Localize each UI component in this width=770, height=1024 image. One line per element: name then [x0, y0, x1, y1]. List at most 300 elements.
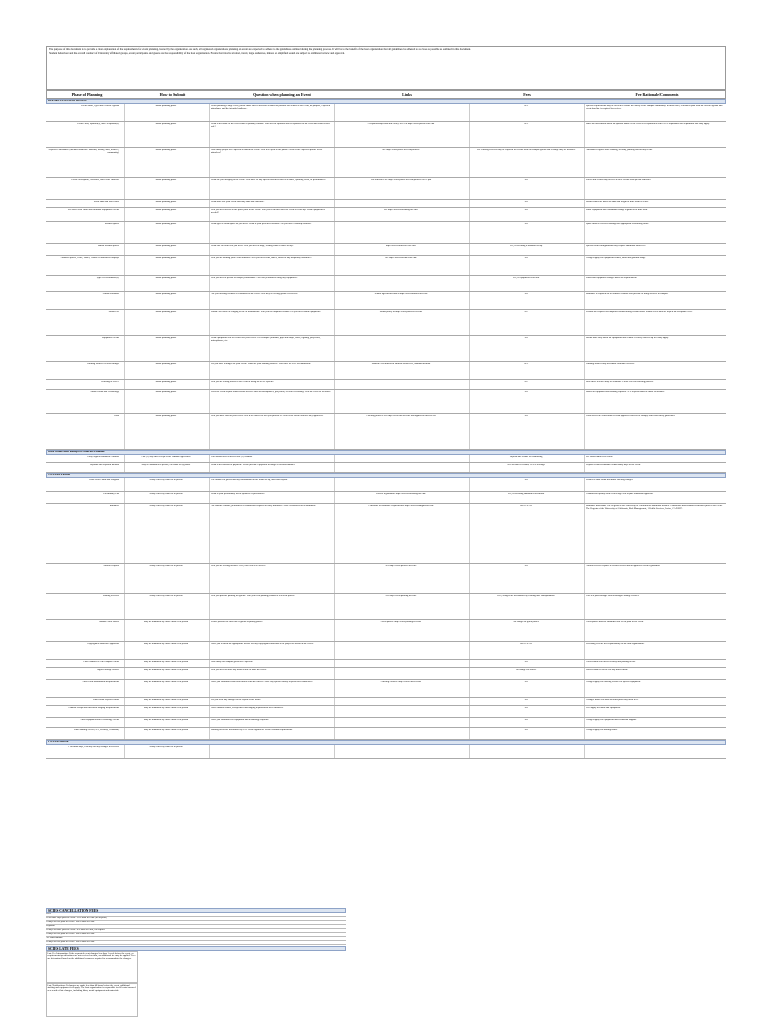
column-divider [469, 104, 470, 121]
table-row [46, 564, 726, 594]
column-divider [209, 620, 210, 641]
cell-how-to-submit: Initial planning phase [155, 277, 177, 279]
cell-comments: Fees apply for labor and equipment. [586, 707, 621, 709]
cell-question: Are you inviting vendors or exhibitors to the event? Will they be selling goods or services? [211, 293, 299, 295]
cell-how-to-submit: Initial planning phase [155, 257, 177, 259]
column-divider [124, 668, 125, 679]
column-divider [469, 680, 470, 697]
column-divider [469, 310, 470, 335]
cell-links [336, 464, 466, 472]
table-row [46, 104, 726, 122]
column-divider [334, 594, 335, 619]
cell-how-to-submit: Initial planning phase [155, 337, 177, 339]
table-row [46, 698, 726, 706]
cell-comments: Insurance is required for all outside vendors who provide or bring services to campus. [586, 293, 669, 295]
column-divider [469, 718, 470, 727]
cell-links [336, 669, 466, 679]
cell-question: What is your preliminary list of speakers or performers? [211, 493, 265, 495]
column-divider [124, 414, 125, 449]
cell-how-to-submit: May be submitted in person, via email or by phone [141, 464, 191, 466]
table-row [46, 122, 726, 148]
table-row [46, 718, 726, 728]
cell-links: Certificate of insurance requirements: http://www.riskmgmt.uci.edu/ [368, 505, 434, 507]
cell-links [336, 661, 466, 667]
column-divider [209, 504, 210, 563]
column-divider [334, 104, 335, 121]
cell-comments: Changes made less than 48 hours prior may incur fees. [586, 699, 639, 701]
cell-fees: Yes [524, 257, 528, 259]
column-divider [469, 148, 470, 177]
cell-comments: Insurance must name The Regents of the University of California as additional insured. Contractors must submit certificates prior to the event. The Regents of the University of California, Risk Management, 1 Public Services, Irvine, CA 92697. [586, 505, 723, 510]
table-row [46, 620, 726, 642]
column-divider [584, 310, 585, 335]
cell-question: What size of room will you need? Will you need a stage, seating chart or other set-up? [211, 245, 294, 247]
cell-question: What is the method of payment? Please provide a payment recharge or account number. [211, 464, 295, 466]
cell-question: How many off-campus guests are expected? [211, 661, 254, 663]
cell-links [336, 699, 466, 705]
cell-question: Does the event require audio-visual services such as microphones, projectors, or video recording? Will the event be webcast? [211, 391, 331, 393]
column-divider [469, 668, 470, 679]
table-row [46, 668, 726, 680]
column-divider [334, 390, 335, 413]
column-divider [469, 564, 470, 593]
column-divider [334, 414, 335, 449]
cell-links [336, 105, 466, 121]
late-fee-paragraph: Late Notifications: If changes are made less than 48 hours before the event, additional staffing and equipment fees apply. The host organization is responsible for all costs incurred as a result of late changes, including labor, rental equipment and materials. [46, 983, 138, 1017]
cell-comments: Special requirements may be needed to ensure the safety of the campus community. In most cases, a business plan with the overall agenda and event timeline is required for review. [586, 105, 723, 110]
column-divider [334, 292, 335, 309]
cell-comments: Rates are determined based on sponsor status. If the event is co-sponsored with a UCI department the department rate may apply. [586, 123, 710, 125]
column-divider [584, 390, 585, 413]
cell-links: Guest passes: http://www.parking.uci.edu/ [380, 621, 422, 623]
table-row [46, 492, 726, 504]
cell-fees: Yes [524, 293, 528, 295]
column-divider [209, 336, 210, 361]
table-row [46, 478, 726, 492]
cell-comments: Police and EH&S may need to review events with special activities. [586, 179, 651, 181]
cell-links [336, 391, 466, 413]
column-divider [334, 660, 335, 667]
cell-links: Catering policies: see http://www.ehs.uci.edu/ and approved caterers list [366, 415, 436, 417]
cell-question: What time will your event officially start and conclude? [211, 201, 265, 203]
column-divider [469, 208, 470, 221]
cell-fees: No/ACS Fee [519, 643, 533, 645]
cell-question: Do you need any changes to the layout of the room? [211, 699, 261, 701]
column-divider [469, 463, 470, 472]
column-divider [584, 276, 585, 291]
column-divider [124, 208, 125, 221]
cell-fees: Yes [524, 661, 528, 663]
cell-phase: Event Chair, Sponsor(s), and Co-sponsor(s) [77, 123, 119, 125]
cell-comments: Based on equipment and staffing required. A/V requests must be made in advance. [586, 391, 665, 393]
column-divider [469, 728, 470, 739]
column-divider [209, 122, 210, 147]
column-divider [334, 310, 335, 335]
cell-how-to-submit: Initial planning phase [155, 149, 177, 151]
cell-question: Are outside vendors, performers or contractors required to carry insurance? Have certificates been submitted? [211, 505, 317, 507]
cell-question: Have you confirmed all equipment and technology requests? [211, 719, 270, 721]
fee-line: 14 days or less prior to event - 100% total fees due [46, 933, 346, 937]
column-divider [209, 463, 210, 472]
cell-fees: Yes, if not using standard reservations [507, 493, 545, 495]
cell-fees: N/A [523, 123, 529, 125]
cell-how-to-submit: Initial planning phase [155, 245, 177, 247]
cell-phase: Final Head Count and Program [89, 479, 119, 481]
column-divider [469, 706, 470, 717]
cell-links [336, 643, 466, 659]
column-divider [209, 310, 210, 335]
cell-comments: Attendance figures drive staffing, security, parking and facility needs. [586, 149, 653, 151]
col-header-how: How to Submit [159, 92, 186, 97]
column-divider [584, 414, 585, 449]
cell-how-to-submit: Initial planning phase [155, 381, 177, 383]
cell-phase: Sound Use [108, 311, 119, 313]
cell-links: Vendor agreement form at http://www.business.uci.edu/ [374, 293, 428, 295]
column-divider [469, 222, 470, 243]
column-divider [334, 564, 335, 593]
section-header-cancellation: SCIES CANCELLATION FEES [46, 908, 346, 913]
cell-links [336, 277, 466, 291]
cell-fees: Yes [524, 681, 528, 683]
column-divider [469, 380, 470, 389]
cell-links: Catering Policies: http://www.ehs.uci.edu/ [380, 681, 422, 683]
column-divider [584, 706, 585, 717]
cell-question: Will you provide parking for guests? Will you need parking permits or reserved spaces? [211, 595, 296, 597]
cell-how-to-submit: May be submitted by either email or in person [143, 681, 189, 683]
cell-fees: Yes [524, 565, 528, 567]
cell-how-to-submit: Initial planning phase [155, 179, 177, 181]
cell-how-to-submit: Initial planning phase [155, 391, 177, 393]
col-header-fees: Fees [523, 92, 531, 97]
column-divider [584, 642, 585, 659]
column-divider [209, 564, 210, 593]
cell-how-to-submit: Initial planning phase [155, 105, 177, 107]
cell-how-to-submit: Notify either by email or in person [149, 595, 183, 597]
cell-question: Do you have a budget for your event? What are your funding sources? Will there be a fee for admission? [211, 363, 312, 365]
cell-links [336, 746, 466, 758]
column-divider [209, 256, 210, 275]
cell-question: Will you be selling tickets to the event or using an RSVP system? [211, 381, 274, 383]
column-divider [584, 668, 585, 679]
column-divider [209, 745, 210, 758]
column-divider [209, 660, 210, 667]
cell-fees: Yes, if not using a standard set-up [509, 245, 543, 247]
table-row [46, 222, 726, 244]
column-divider [584, 504, 585, 563]
cell-fees: Fees, charges are determined by Parking and Transportation. [497, 595, 555, 597]
column-divider [584, 463, 585, 472]
cell-phase: Deposits and Payment method [89, 464, 119, 466]
column-divider [469, 244, 470, 255]
column-divider [209, 455, 210, 462]
cell-links: For activities: see http://www.police.uci.edu/policies/303-1.pdf [370, 179, 432, 181]
cell-question: What are you bringing to the event? Will there be any special activities such as a dance, sporting event, or performance? [211, 179, 326, 181]
cell-question [211, 746, 331, 758]
column-divider [334, 200, 335, 207]
table-row [46, 414, 726, 450]
cell-fees: Yes. Parking services may be required for events with off-campus guests and a charge may be incurred. [476, 149, 576, 151]
table-row [46, 728, 726, 740]
cell-how-to-submit: May be submitted by either email or in person [143, 643, 189, 645]
column-divider [334, 718, 335, 727]
table-row [46, 594, 726, 620]
cell-phase: Outdoor Spaces, Tents, Tables, Chairs or Structures/Displays [60, 257, 119, 259]
cell-how-to-submit: Notify either by email or in person [149, 479, 183, 481]
table-row [46, 256, 726, 276]
column-divider [209, 148, 210, 177]
column-divider [124, 492, 125, 503]
column-divider [209, 594, 210, 619]
column-divider [334, 504, 335, 563]
cell-question: What equipment will be needed for your event? For example: podiums, pipe and drape, risers, lighting, projectors, microphones, etc. [211, 337, 321, 342]
cell-how-to-submit: Notify either by email or in person [149, 746, 183, 748]
column-divider [334, 745, 335, 758]
cell-links [336, 201, 466, 207]
planning-table [46, 99, 726, 907]
cell-fees: Yes [524, 479, 528, 481]
cell-links [336, 381, 466, 389]
col-header-phase: Phase of Planning [71, 92, 103, 97]
column-divider [209, 380, 210, 389]
column-divider [124, 292, 125, 309]
cell-fees: 50% of total if in-kind; 25% if recharge [507, 464, 545, 466]
cell-how-to-submit: Initial planning phase [155, 415, 177, 417]
cell-how-to-submit: One (1) day after receipt of the estimate agreement [141, 456, 191, 458]
table-row [46, 178, 726, 200]
column-divider [584, 336, 585, 361]
table-row [46, 292, 726, 310]
column-divider [334, 492, 335, 503]
cell-phase: Ticketing or RSVP [100, 381, 119, 383]
cell-comments: Permits are required for amplified sound during certain hours. Sound levels must be kept at an acceptable level. [586, 311, 693, 313]
column-divider [584, 380, 585, 389]
column-divider [584, 148, 585, 177]
cell-links: See http://www.police.uci.edu/policies/ [382, 149, 420, 151]
cell-phase: Insurance [109, 505, 119, 507]
column-divider [209, 276, 210, 291]
cell-phase: Final Room Layout Details [92, 699, 119, 701]
table-row [46, 390, 726, 414]
column-divider [334, 728, 335, 739]
cell-links: See http://www.policies.uci.edu/ [385, 565, 417, 567]
cell-how-to-submit: May be submitted by either email or in person [143, 669, 189, 671]
column-divider [209, 362, 210, 379]
cell-question: Have outdoor details, set-up times and staging requirements been finalized? [211, 707, 284, 709]
column-divider [584, 244, 585, 255]
cell-question: Will you be serving alcohol? If so, how will it be served? [211, 565, 266, 567]
cell-comments: This is a pass through. Billed through Parking Services. [586, 595, 640, 597]
table-row [46, 148, 726, 178]
column-divider [124, 390, 125, 413]
column-divider [584, 492, 585, 503]
fee-line: Fees: [46, 913, 346, 917]
cell-fees: Yes, if equipment is needed [512, 277, 540, 279]
section-title: 3 WEEKS PRIOR [48, 474, 71, 476]
cell-phase: Event Description, Activities, and Event Timeline [71, 179, 119, 181]
cell-fees: Yes [524, 415, 528, 417]
table-row [46, 336, 726, 362]
table-row [46, 706, 726, 718]
cell-question: What type of room/space do you need? What is your preferred location? Do you have a backup location? [211, 223, 312, 225]
column-divider [469, 478, 470, 491]
cell-phase: Food [114, 415, 119, 417]
cell-fees: No [524, 311, 528, 313]
cell-fees [471, 746, 581, 758]
column-divider [584, 292, 585, 309]
column-divider [469, 504, 470, 563]
column-divider [209, 698, 210, 705]
cell-how-to-submit: Notify either by email or in person [149, 493, 183, 495]
cell-question: Will you need a special or unique performance? Will the performers bring any equipment? [211, 277, 298, 279]
column-divider [209, 718, 210, 727]
table-row [46, 660, 726, 668]
column-divider [124, 455, 125, 462]
column-divider [469, 698, 470, 705]
intro-paragraph-2: Student behaviour and the overall conduct of University affiliated groups, event participants and guests are the responsibility of the host organization. Events that involve alcohol, travel, large audiences, minors or amplified sound are subject to additional review and approval. [49, 51, 345, 55]
column-divider [124, 200, 125, 207]
column-divider [124, 728, 125, 739]
table-row [46, 463, 726, 473]
cell-fees: No charge for guest passes [513, 621, 539, 623]
cell-phase: Alcohol Request [102, 565, 119, 567]
column-divider [469, 200, 470, 207]
cell-question: The number of guests and any information on the room set up, and room layout. [211, 479, 288, 481]
fee-line: 30 or more days prior to event - 50% total fees due (no deposit) [46, 917, 346, 921]
cell-how-to-submit: May be submitted by either email or in person [143, 729, 189, 731]
column-divider [334, 362, 335, 379]
cell-question: How many people are expected to attend the event? Will it be open to the public? What is the expected profile of the attendees? [211, 149, 323, 154]
table-row [46, 310, 726, 336]
column-divider [584, 698, 585, 705]
cell-phase: Audio-Visual and Technology [90, 391, 119, 393]
cell-question: Staffing needs are determined by UCI event organizers. Please confirm requirements. [211, 729, 293, 731]
column-divider [209, 642, 210, 659]
column-divider [124, 256, 125, 275]
cell-links: See http://www.scheduling.uci.edu/ [384, 209, 418, 211]
column-divider [334, 244, 335, 255]
cell-comments: Space must be reserved through the appropriate scheduling office. [586, 223, 650, 225]
column-divider [124, 504, 125, 563]
column-divider [209, 104, 210, 121]
cell-phase: Final Equipment and Technology Needs [80, 719, 119, 721]
cell-phase: Event Name, Type and General Agenda [81, 105, 119, 107]
cell-phase: Type of Performance(s) [96, 277, 119, 279]
section-header-late-fees: SCIES LATE FEES [46, 946, 346, 951]
column-divider [584, 178, 585, 199]
column-divider [469, 642, 470, 659]
cell-phase: Expected Attendance (intended audience: students, faculty, staff, invitees, community) [48, 149, 119, 154]
column-divider [334, 336, 335, 361]
column-divider [334, 642, 335, 659]
cell-fees: Yes [524, 699, 528, 701]
column-divider [584, 455, 585, 462]
column-divider [584, 718, 585, 727]
cell-phase: Vendor/Exhibitor [102, 293, 119, 295]
column-divider [124, 698, 125, 705]
cell-phase: Early Signed/Estimated Contract [87, 456, 119, 458]
column-divider [124, 463, 125, 472]
column-divider [584, 256, 585, 275]
column-divider [334, 380, 335, 389]
cell-how-to-submit: Notify either by email or in person [149, 505, 183, 507]
cell-question: Have you confirmed final food details with the caterer? Have any special dietary requests been addressed? [211, 681, 313, 683]
column-divider [584, 222, 585, 243]
cell-phase: Funding Sources/General Budget [87, 363, 119, 365]
column-divider [584, 564, 585, 593]
cell-phase: Copyrighted Materials Approvals [86, 643, 119, 645]
fee-line: 30 days or less prior to event - 100% total fees due [46, 941, 346, 945]
column-divider [209, 222, 210, 243]
table-row [46, 504, 726, 564]
cell-phase: Equipment Needs [101, 337, 119, 339]
cell-links: See http://www.facilities.uci.edu/ [385, 257, 417, 259]
cell-links [336, 707, 466, 717]
cell-question: What is the name of the event chair or primary contact? Who are the sponsors and co-sponsors of the event and what is their role? [211, 123, 330, 128]
cell-phase: Final Food Information/Requirements [82, 681, 119, 683]
cell-how-to-submit: May be submitted by either email or in person [143, 661, 189, 663]
column-divider [584, 362, 585, 379]
cell-phase: Final Number of Off-Campus Guests [83, 661, 119, 663]
column-divider [469, 455, 470, 462]
column-divider [124, 336, 125, 361]
cell-question: Sound: Will there be singing or use of instruments? Will you use amplified sound? Do you need sound equipment? [211, 311, 321, 313]
table-row [46, 276, 726, 292]
table-row [46, 455, 726, 463]
cell-phase: Event start and End Times [93, 201, 119, 203]
cell-comments: Charges apply for staffing hours. [586, 729, 618, 731]
column-divider [469, 660, 470, 667]
cell-how-to-submit: Initial planning phase [155, 209, 177, 211]
cell-comments: Charges apply for equipment rentals, labor and grounds usage. [586, 257, 646, 259]
table-row [46, 208, 726, 222]
section-title: BEFORE PLANNING BEGINS [48, 100, 87, 102]
column-divider [469, 594, 470, 619]
cell-fees: Yes [524, 707, 528, 709]
cell-comments: Waiver must be on file for any stored items. [586, 669, 628, 671]
cell-fees: Yes [524, 201, 528, 203]
cell-phase: Rooms/Spaces [104, 223, 119, 225]
late-fee-paragraph: Late Fee Information: If the requested event changes less than 1 week before the event, or requirements/specifications are not received on time, an additional fee may be applied. Fees are determined based on the additional resources required to accommodate the changes. [46, 951, 138, 983]
table-row [46, 745, 726, 759]
cell-question: Please provide the final list of guests requiring passes. [211, 621, 263, 623]
fees-section [46, 908, 346, 1020]
cell-fees: Yes [524, 209, 528, 211]
cell-how-to-submit: May be submitted by either email or in person [143, 719, 189, 721]
column-divider [334, 122, 335, 147]
cell-comments: Commercial quality food or beverage will require additional approval. [586, 493, 654, 495]
section-title: 1 WEEK PRIOR [48, 741, 69, 743]
column-divider [124, 745, 125, 758]
table-row [46, 244, 726, 256]
cell-phase: Signed Storage Waiver [97, 669, 119, 671]
cell-question: When planning a large event, please make sure to describe as much as possible the details of the event, its purpose, expected attendance and the intended audience. [211, 105, 331, 110]
col-header-rationale: Fee Rationale/Comments [635, 92, 679, 97]
column-divider [469, 336, 470, 361]
cell-links [336, 456, 466, 462]
column-divider [584, 745, 585, 758]
column-divider [469, 390, 470, 413]
column-divider [124, 620, 125, 641]
column-divider [209, 478, 210, 491]
cell-fees: Yes [524, 179, 528, 181]
col-header-links: Links [402, 92, 412, 97]
cell-links: Lists to registration: http://www.scheduling.uci.edu/ [376, 493, 426, 495]
cell-fees: N/A [523, 105, 529, 107]
column-divider [209, 706, 210, 717]
cell-comments: Guest counts will affect security and parking needs. [586, 661, 636, 663]
table-row [46, 380, 726, 390]
column-divider [334, 463, 335, 472]
